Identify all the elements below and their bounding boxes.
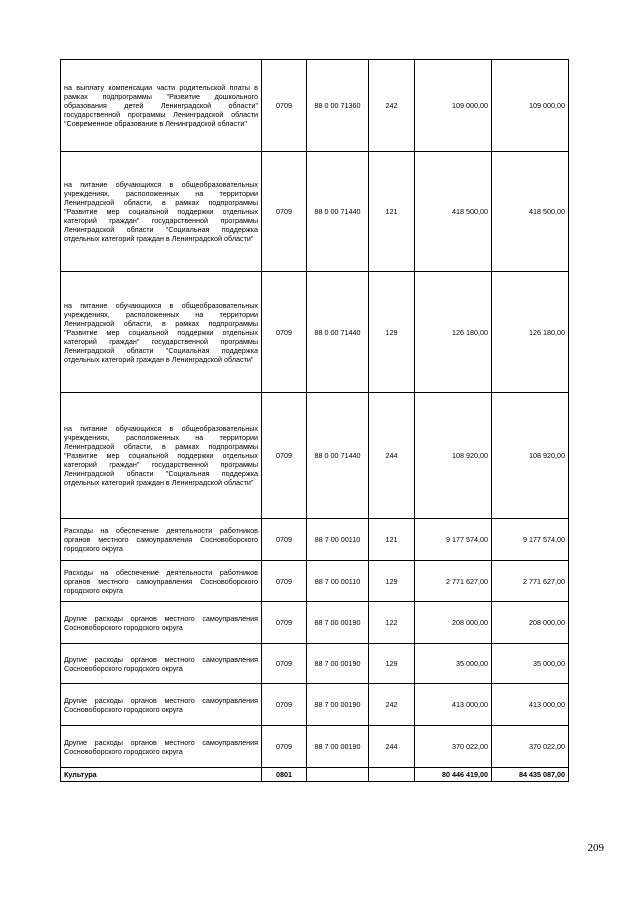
row-sum-year-1: 80 446 419,00 (415, 768, 492, 782)
row-article: 88 7 00 00190 (307, 602, 369, 644)
row-description: на питание обучающихся в общеобразовательных учреждениях, расположенных на территории Ленинградской области, в рамках подпрограммы "Развитие мер социальной поддержки отдельных категорий граждан" государственной программы Ленинградской области "Социальная поддержка отдельных категорий граждан в Ленинградской области" (61, 152, 262, 272)
row-article: 88 7 00 00110 (307, 519, 369, 561)
row-sum-year-1: 208 000,00 (415, 602, 492, 644)
row-article: 88 7 00 00190 (307, 726, 369, 768)
row-article: 88 7 00 00190 (307, 684, 369, 726)
row-expense-type: 244 (369, 726, 415, 768)
table-row (61, 393, 569, 519)
row-description: Другие расходы органов местного самоуправления Сосновоборского городского округа (61, 684, 262, 726)
table-row (61, 602, 569, 644)
row-article (307, 768, 369, 782)
row-description: Другие расходы органов местного самоуправления Сосновоборского городского округа (61, 726, 262, 768)
table-row (61, 60, 569, 152)
row-sum-year-1: 9 177 574,00 (415, 519, 492, 561)
table-row (61, 684, 569, 726)
row-sum-year-1: 108 920,00 (415, 393, 492, 519)
table-row (61, 519, 569, 561)
page-number: 209 (587, 842, 604, 854)
row-expense-type: 129 (369, 644, 415, 684)
row-description: Другие расходы органов местного самоуправления Сосновоборского городского округа (61, 644, 262, 684)
table-row (61, 152, 569, 272)
row-section: 0801 (262, 768, 307, 782)
row-sum-year-1: 418 500,00 (415, 152, 492, 272)
row-sum-year-1: 109 000,00 (415, 60, 492, 152)
row-description: на выплату компенсации части родительской платы в рамках подпрограммы "Развитие дошкольного образования детей Ленинградской области" государственной программы Ленинградской области "Современное образование в Ленинградской области" (61, 60, 262, 152)
row-section: 0709 (262, 644, 307, 684)
row-expense-type (369, 768, 415, 782)
row-sum-year-1: 370 022,00 (415, 726, 492, 768)
row-section: 0709 (262, 272, 307, 393)
row-article: 88 0 00 71440 (307, 272, 369, 393)
budget-table (60, 59, 569, 782)
row-sum-year-2: 35 000,00 (492, 644, 569, 684)
row-section: 0709 (262, 561, 307, 602)
row-section: 0709 (262, 60, 307, 152)
row-article: 88 7 00 00190 (307, 644, 369, 684)
row-section: 0709 (262, 519, 307, 561)
row-expense-type: 122 (369, 602, 415, 644)
row-sum-year-1: 35 000,00 (415, 644, 492, 684)
row-expense-type: 121 (369, 519, 415, 561)
row-sum-year-2: 413 000,00 (492, 684, 569, 726)
row-sum-year-1: 2 771 627,00 (415, 561, 492, 602)
row-expense-type: 242 (369, 60, 415, 152)
row-description: на питание обучающихся в общеобразовательных учреждениях, расположенных на территории Ленинградской области, в рамках подпрограммы "Развитие мер социальной поддержки отдельных категорий граждан" государственной программы Ленинградской области "Социальная поддержка отдельных категорий граждан в Ленинградской области" (61, 393, 262, 519)
row-expense-type: 129 (369, 561, 415, 602)
row-section: 0709 (262, 393, 307, 519)
row-sum-year-2: 109 000,00 (492, 60, 569, 152)
table-row-total (61, 768, 569, 782)
table-row (61, 561, 569, 602)
row-expense-type: 129 (369, 272, 415, 393)
row-section: 0709 (262, 602, 307, 644)
row-sum-year-1: 126 180,00 (415, 272, 492, 393)
row-expense-type: 242 (369, 684, 415, 726)
row-section: 0709 (262, 152, 307, 272)
row-article: 88 0 00 71360 (307, 60, 369, 152)
table-row (61, 272, 569, 393)
row-sum-year-2: 418 500,00 (492, 152, 569, 272)
row-sum-year-2: 208 000,00 (492, 602, 569, 644)
table-row (61, 644, 569, 684)
row-article: 88 0 00 71440 (307, 152, 369, 272)
row-sum-year-2: 126 180,00 (492, 272, 569, 393)
row-description: Расходы на обеспечение деятельности работников органов местного самоуправления Сосновоборского городского округа (61, 561, 262, 602)
row-section: 0709 (262, 684, 307, 726)
row-expense-type: 121 (369, 152, 415, 272)
row-sum-year-2: 2 771 627,00 (492, 561, 569, 602)
row-sum-year-2: 108 920,00 (492, 393, 569, 519)
row-expense-type: 244 (369, 393, 415, 519)
table-row (61, 726, 569, 768)
row-sum-year-2: 370 022,00 (492, 726, 569, 768)
row-description: Расходы на обеспечение деятельности работников органов местного самоуправления Сосновоборского городского округа (61, 519, 262, 561)
row-section: 0709 (262, 726, 307, 768)
row-description: на питание обучающихся в общеобразовательных учреждениях, расположенных на территории Ленинградской области, в рамках подпрограммы "Развитие мер социальной поддержки отдельных категорий граждан" государственной программы Ленинградской области "Социальная поддержка отдельных категорий граждан в Ленинградской области" (61, 272, 262, 393)
row-sum-year-2: 9 177 574,00 (492, 519, 569, 561)
row-article: 88 0 00 71440 (307, 393, 369, 519)
row-description: Культура (61, 768, 262, 782)
row-sum-year-1: 413 000,00 (415, 684, 492, 726)
row-article: 88 7 00 00110 (307, 561, 369, 602)
row-description: Другие расходы органов местного самоуправления Сосновоборского городского округа (61, 602, 262, 644)
row-sum-year-2: 84 435 087,00 (492, 768, 569, 782)
